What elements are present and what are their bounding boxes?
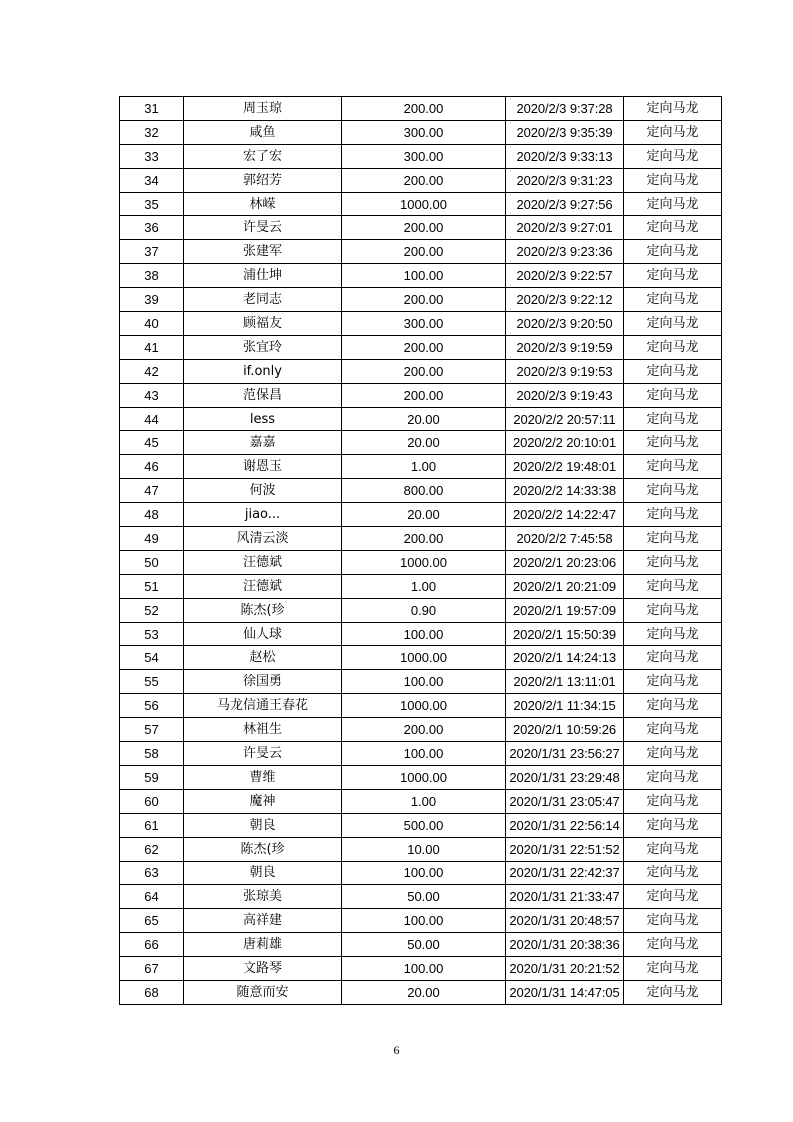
row-number-cell: 64 (120, 885, 184, 909)
donor-name-cell: 朝良 (184, 861, 342, 885)
donor-name-cell: 魔神 (184, 789, 342, 813)
project-cell: 定向马龙 (624, 909, 722, 933)
table-row (120, 622, 722, 646)
page-number: 6 (393, 1043, 400, 1057)
timestamp-cell: 2020/2/3 9:23:36 (506, 240, 624, 264)
amount-cell: 1.00 (342, 789, 506, 813)
project-cell: 定向马龙 (624, 335, 722, 359)
amount-cell: 20.00 (342, 503, 506, 527)
table-row (120, 837, 722, 861)
row-number-cell: 31 (120, 97, 184, 121)
timestamp-cell: 2020/2/1 14:24:13 (506, 646, 624, 670)
donor-name-cell: 宏了宏 (184, 144, 342, 168)
amount-cell: 1000.00 (342, 765, 506, 789)
amount-cell: 100.00 (342, 861, 506, 885)
row-number-cell: 35 (120, 192, 184, 216)
table-row (120, 789, 722, 813)
row-number-cell: 60 (120, 789, 184, 813)
table-row (120, 933, 722, 957)
table-row (120, 407, 722, 431)
project-cell: 定向马龙 (624, 765, 722, 789)
project-cell: 定向马龙 (624, 957, 722, 981)
donor-name-cell: less (184, 407, 342, 431)
project-cell: 定向马龙 (624, 240, 722, 264)
project-cell: 定向马龙 (624, 168, 722, 192)
amount-cell: 200.00 (342, 97, 506, 121)
project-cell: 定向马龙 (624, 550, 722, 574)
donor-name-cell: 张琼美 (184, 885, 342, 909)
table-row (120, 718, 722, 742)
amount-cell: 20.00 (342, 407, 506, 431)
project-cell: 定向马龙 (624, 264, 722, 288)
project-cell: 定向马龙 (624, 789, 722, 813)
project-cell: 定向马龙 (624, 431, 722, 455)
donor-name-cell: 张建军 (184, 240, 342, 264)
donor-name-cell: 浦仕坤 (184, 264, 342, 288)
row-number-cell: 61 (120, 813, 184, 837)
donor-name-cell: 高祥建 (184, 909, 342, 933)
donor-name-cell: 何波 (184, 479, 342, 503)
table-row (120, 120, 722, 144)
timestamp-cell: 2020/2/3 9:22:57 (506, 264, 624, 288)
amount-cell: 200.00 (342, 383, 506, 407)
row-number-cell: 32 (120, 120, 184, 144)
row-number-cell: 62 (120, 837, 184, 861)
project-cell: 定向马龙 (624, 885, 722, 909)
timestamp-cell: 2020/2/3 9:19:59 (506, 335, 624, 359)
project-cell: 定向马龙 (624, 312, 722, 336)
project-cell: 定向马龙 (624, 288, 722, 312)
project-cell: 定向马龙 (624, 383, 722, 407)
row-number-cell: 39 (120, 288, 184, 312)
row-number-cell: 54 (120, 646, 184, 670)
timestamp-cell: 2020/2/1 19:57:09 (506, 598, 624, 622)
donor-name-cell: 顾福友 (184, 312, 342, 336)
amount-cell: 300.00 (342, 120, 506, 144)
amount-cell: 1000.00 (342, 550, 506, 574)
timestamp-cell: 2020/2/2 14:33:38 (506, 479, 624, 503)
donor-name-cell: 许旻云 (184, 742, 342, 766)
project-cell: 定向马龙 (624, 407, 722, 431)
table-row (120, 335, 722, 359)
timestamp-cell: 2020/2/1 10:59:26 (506, 718, 624, 742)
table-row (120, 240, 722, 264)
donor-name-cell: 张宜玲 (184, 335, 342, 359)
donor-name-cell: 赵松 (184, 646, 342, 670)
table-row (120, 885, 722, 909)
donor-name-cell: 朝良 (184, 813, 342, 837)
project-cell: 定向马龙 (624, 718, 722, 742)
amount-cell: 20.00 (342, 980, 506, 1004)
table-row (120, 312, 722, 336)
table-row (120, 264, 722, 288)
timestamp-cell: 2020/2/3 9:22:12 (506, 288, 624, 312)
donor-name-cell: 咸鱼 (184, 120, 342, 144)
table-row (120, 550, 722, 574)
project-cell: 定向马龙 (624, 670, 722, 694)
amount-cell: 1000.00 (342, 646, 506, 670)
project-cell: 定向马龙 (624, 527, 722, 551)
amount-cell: 100.00 (342, 622, 506, 646)
amount-cell: 300.00 (342, 312, 506, 336)
timestamp-cell: 2020/1/31 22:42:37 (506, 861, 624, 885)
table-row (120, 431, 722, 455)
timestamp-cell: 2020/2/1 20:21:09 (506, 574, 624, 598)
row-number-cell: 66 (120, 933, 184, 957)
row-number-cell: 44 (120, 407, 184, 431)
table-row (120, 598, 722, 622)
amount-cell: 20.00 (342, 431, 506, 455)
timestamp-cell: 2020/2/2 14:22:47 (506, 503, 624, 527)
donor-name-cell: 郭绍芳 (184, 168, 342, 192)
amount-cell: 50.00 (342, 933, 506, 957)
donor-name-cell: 周玉琼 (184, 97, 342, 121)
timestamp-cell: 2020/1/31 20:48:57 (506, 909, 624, 933)
amount-cell: 200.00 (342, 288, 506, 312)
table-row (120, 383, 722, 407)
row-number-cell: 52 (120, 598, 184, 622)
project-cell: 定向马龙 (624, 479, 722, 503)
timestamp-cell: 2020/2/3 9:27:56 (506, 192, 624, 216)
row-number-cell: 68 (120, 980, 184, 1004)
amount-cell: 50.00 (342, 885, 506, 909)
timestamp-cell: 2020/2/3 9:20:50 (506, 312, 624, 336)
amount-cell: 100.00 (342, 909, 506, 933)
amount-cell: 1000.00 (342, 694, 506, 718)
donor-name-cell: 汪德斌 (184, 574, 342, 598)
table-row (120, 97, 722, 121)
table-row (120, 813, 722, 837)
timestamp-cell: 2020/1/31 23:56:27 (506, 742, 624, 766)
project-cell: 定向马龙 (624, 622, 722, 646)
timestamp-cell: 2020/2/3 9:33:13 (506, 144, 624, 168)
row-number-cell: 46 (120, 455, 184, 479)
donor-name-cell: 陈杰(珍 (184, 598, 342, 622)
amount-cell: 200.00 (342, 527, 506, 551)
donor-name-cell: 谢恩玉 (184, 455, 342, 479)
table-row (120, 527, 722, 551)
table-row (120, 957, 722, 981)
timestamp-cell: 2020/1/31 20:38:36 (506, 933, 624, 957)
table-row (120, 980, 722, 1004)
amount-cell: 0.90 (342, 598, 506, 622)
donor-name-cell: 徐国勇 (184, 670, 342, 694)
amount-cell: 10.00 (342, 837, 506, 861)
timestamp-cell: 2020/2/2 20:57:11 (506, 407, 624, 431)
table-row (120, 216, 722, 240)
project-cell: 定向马龙 (624, 455, 722, 479)
row-number-cell: 41 (120, 335, 184, 359)
donation-table-body (120, 97, 722, 1005)
timestamp-cell: 2020/2/1 15:50:39 (506, 622, 624, 646)
project-cell: 定向马龙 (624, 144, 722, 168)
row-number-cell: 57 (120, 718, 184, 742)
row-number-cell: 48 (120, 503, 184, 527)
row-number-cell: 65 (120, 909, 184, 933)
project-cell: 定向马龙 (624, 980, 722, 1004)
project-cell: 定向马龙 (624, 598, 722, 622)
project-cell: 定向马龙 (624, 694, 722, 718)
project-cell: 定向马龙 (624, 97, 722, 121)
project-cell: 定向马龙 (624, 646, 722, 670)
project-cell: 定向马龙 (624, 742, 722, 766)
donor-name-cell: 马龙信通王春花 (184, 694, 342, 718)
timestamp-cell: 2020/2/2 20:10:01 (506, 431, 624, 455)
row-number-cell: 53 (120, 622, 184, 646)
row-number-cell: 45 (120, 431, 184, 455)
project-cell: 定向马龙 (624, 861, 722, 885)
row-number-cell: 37 (120, 240, 184, 264)
amount-cell: 200.00 (342, 168, 506, 192)
donor-name-cell: 汪德斌 (184, 550, 342, 574)
project-cell: 定向马龙 (624, 120, 722, 144)
donor-name-cell: 曹维 (184, 765, 342, 789)
donor-name-cell: 仙人球 (184, 622, 342, 646)
project-cell: 定向马龙 (624, 216, 722, 240)
donor-name-cell: 许旻云 (184, 216, 342, 240)
donor-name-cell: 文路琴 (184, 957, 342, 981)
timestamp-cell: 2020/2/2 19:48:01 (506, 455, 624, 479)
donor-name-cell: 范保昌 (184, 383, 342, 407)
donor-name-cell: 嘉嘉 (184, 431, 342, 455)
timestamp-cell: 2020/2/3 9:19:43 (506, 383, 624, 407)
amount-cell: 100.00 (342, 264, 506, 288)
donor-name-cell: 林祖生 (184, 718, 342, 742)
amount-cell: 200.00 (342, 359, 506, 383)
timestamp-cell: 2020/2/3 9:37:28 (506, 97, 624, 121)
project-cell: 定向马龙 (624, 192, 722, 216)
amount-cell: 200.00 (342, 335, 506, 359)
project-cell: 定向马龙 (624, 574, 722, 598)
row-number-cell: 67 (120, 957, 184, 981)
amount-cell: 300.00 (342, 144, 506, 168)
timestamp-cell: 2020/2/1 20:23:06 (506, 550, 624, 574)
row-number-cell: 36 (120, 216, 184, 240)
table-row (120, 144, 722, 168)
amount-cell: 100.00 (342, 742, 506, 766)
amount-cell: 200.00 (342, 216, 506, 240)
project-cell: 定向马龙 (624, 933, 722, 957)
project-cell: 定向马龙 (624, 837, 722, 861)
timestamp-cell: 2020/2/3 9:35:39 (506, 120, 624, 144)
amount-cell: 200.00 (342, 718, 506, 742)
timestamp-cell: 2020/1/31 14:47:05 (506, 980, 624, 1004)
row-number-cell: 56 (120, 694, 184, 718)
timestamp-cell: 2020/1/31 22:51:52 (506, 837, 624, 861)
timestamp-cell: 2020/1/31 23:05:47 (506, 789, 624, 813)
table-row (120, 861, 722, 885)
donor-name-cell: 陈杰(珍 (184, 837, 342, 861)
table-row (120, 288, 722, 312)
table-row (120, 765, 722, 789)
row-number-cell: 33 (120, 144, 184, 168)
timestamp-cell: 2020/2/1 13:11:01 (506, 670, 624, 694)
amount-cell: 1.00 (342, 455, 506, 479)
donor-name-cell: 风清云淡 (184, 527, 342, 551)
timestamp-cell: 2020/2/2 7:45:58 (506, 527, 624, 551)
row-number-cell: 47 (120, 479, 184, 503)
table-row (120, 192, 722, 216)
donor-name-cell: if.only (184, 359, 342, 383)
row-number-cell: 40 (120, 312, 184, 336)
amount-cell: 100.00 (342, 957, 506, 981)
timestamp-cell: 2020/1/31 20:21:52 (506, 957, 624, 981)
amount-cell: 500.00 (342, 813, 506, 837)
table-row (120, 479, 722, 503)
row-number-cell: 49 (120, 527, 184, 551)
table-row (120, 646, 722, 670)
table-row (120, 455, 722, 479)
table-row (120, 670, 722, 694)
table-row (120, 503, 722, 527)
timestamp-cell: 2020/1/31 23:29:48 (506, 765, 624, 789)
row-number-cell: 38 (120, 264, 184, 288)
timestamp-cell: 2020/2/1 11:34:15 (506, 694, 624, 718)
row-number-cell: 51 (120, 574, 184, 598)
table-row (120, 574, 722, 598)
project-cell: 定向马龙 (624, 813, 722, 837)
donor-name-cell: 林嵘 (184, 192, 342, 216)
donor-name-cell: 老同志 (184, 288, 342, 312)
row-number-cell: 63 (120, 861, 184, 885)
row-number-cell: 43 (120, 383, 184, 407)
row-number-cell: 55 (120, 670, 184, 694)
row-number-cell: 58 (120, 742, 184, 766)
timestamp-cell: 2020/1/31 22:56:14 (506, 813, 624, 837)
table-row (120, 742, 722, 766)
amount-cell: 100.00 (342, 670, 506, 694)
timestamp-cell: 2020/2/3 9:19:53 (506, 359, 624, 383)
donor-name-cell: 唐莉雄 (184, 933, 342, 957)
table-row (120, 909, 722, 933)
table-row (120, 359, 722, 383)
amount-cell: 1.00 (342, 574, 506, 598)
donor-name-cell: 随意而安 (184, 980, 342, 1004)
row-number-cell: 34 (120, 168, 184, 192)
timestamp-cell: 2020/1/31 21:33:47 (506, 885, 624, 909)
row-number-cell: 42 (120, 359, 184, 383)
row-number-cell: 50 (120, 550, 184, 574)
table-row (120, 694, 722, 718)
donation-table (119, 96, 722, 1005)
amount-cell: 800.00 (342, 479, 506, 503)
timestamp-cell: 2020/2/3 9:27:01 (506, 216, 624, 240)
amount-cell: 200.00 (342, 240, 506, 264)
timestamp-cell: 2020/2/3 9:31:23 (506, 168, 624, 192)
donor-name-cell: jiao... (184, 503, 342, 527)
project-cell: 定向马龙 (624, 359, 722, 383)
table-row (120, 168, 722, 192)
row-number-cell: 59 (120, 765, 184, 789)
project-cell: 定向马龙 (624, 503, 722, 527)
amount-cell: 1000.00 (342, 192, 506, 216)
